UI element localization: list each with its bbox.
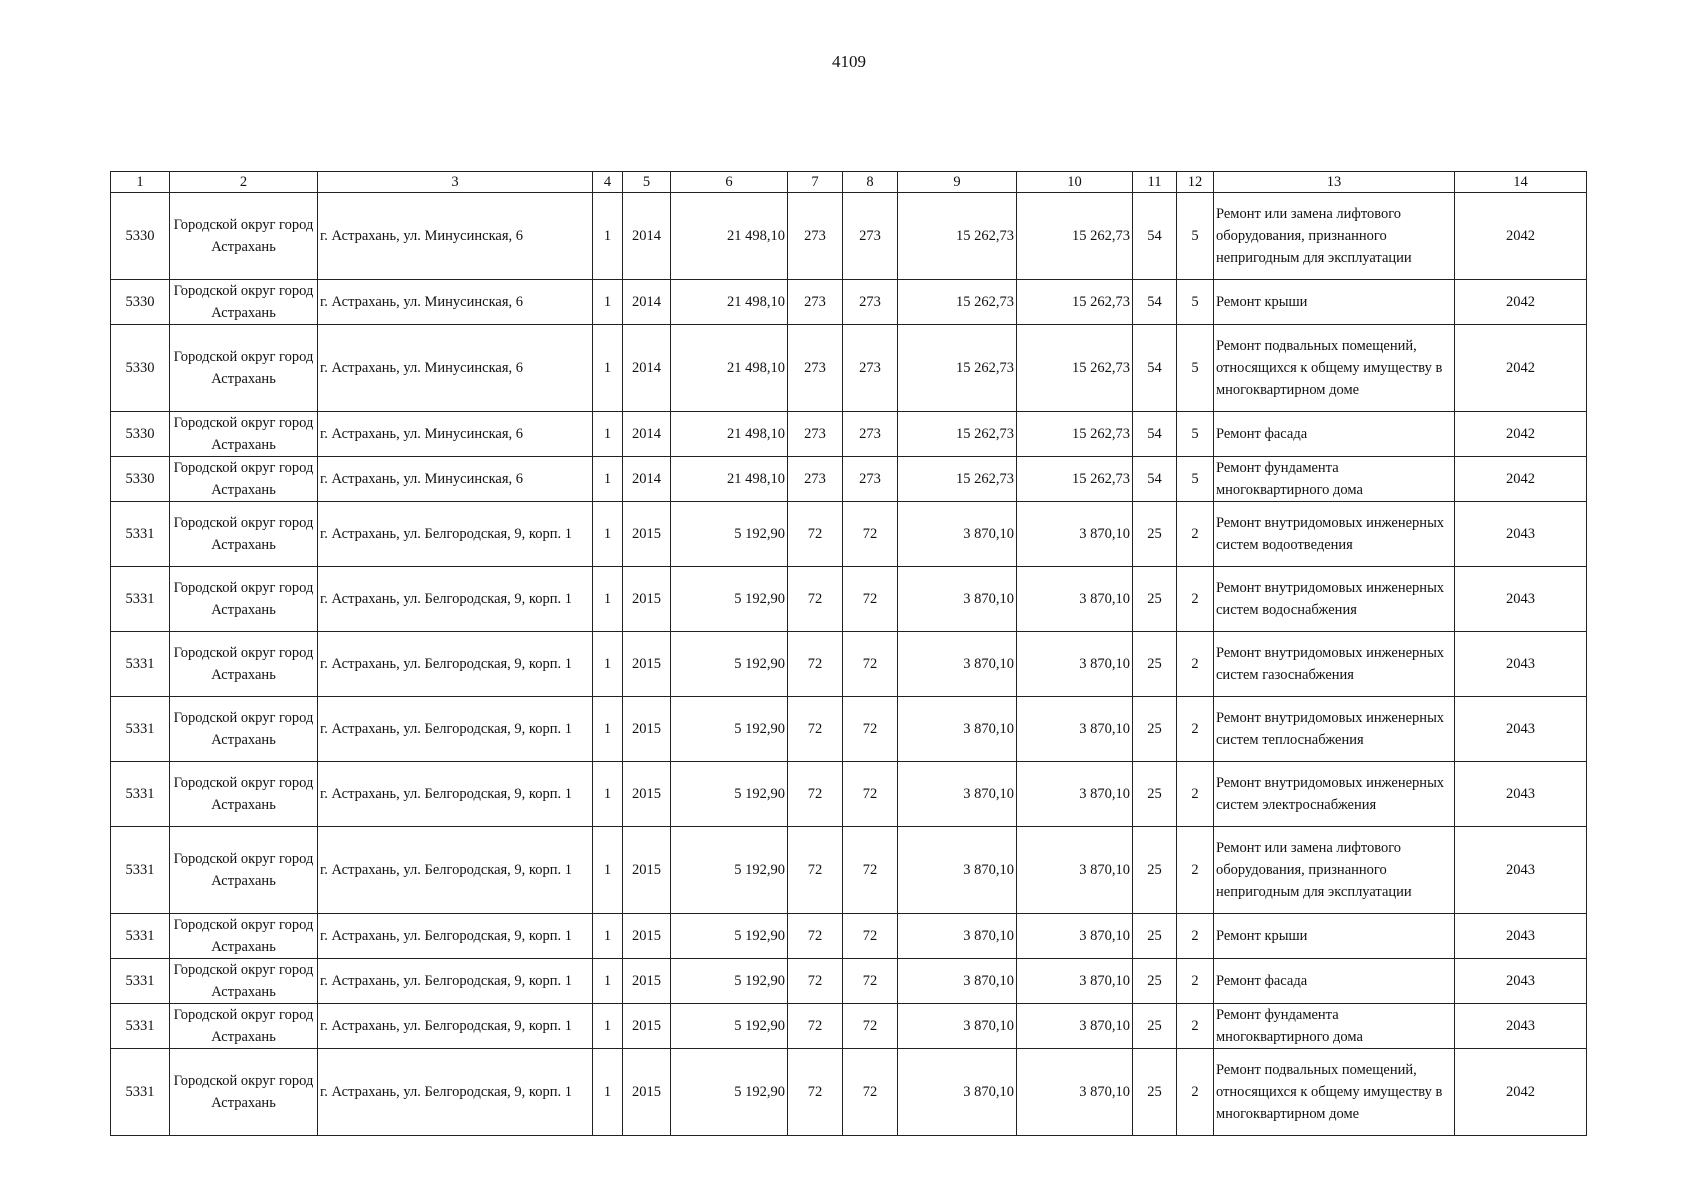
residential-area-cell: 3 870,10 bbox=[1017, 827, 1133, 914]
floors-cell: 2 bbox=[1177, 762, 1214, 827]
count-cell: 1 bbox=[593, 502, 623, 567]
year-cell: 2015 bbox=[623, 762, 671, 827]
residents-registered-cell: 72 bbox=[843, 827, 898, 914]
address-cell: г. Астрахань, ул. Минусинская, 6 bbox=[318, 280, 593, 325]
object-id-cell: 5331 bbox=[111, 697, 170, 762]
work-type-cell: Ремонт внутридомовых инженерных систем газоснабжения bbox=[1214, 632, 1455, 697]
year-cell: 2015 bbox=[623, 1004, 671, 1049]
municipality-cell: Городской округ город Астрахань bbox=[170, 959, 318, 1004]
floors-cell: 2 bbox=[1177, 697, 1214, 762]
object-id-cell: 5331 bbox=[111, 632, 170, 697]
count-cell: 1 bbox=[593, 632, 623, 697]
planned-year-cell: 2043 bbox=[1455, 632, 1587, 697]
residents-registered-cell: 72 bbox=[843, 697, 898, 762]
table-row bbox=[111, 1049, 1587, 1136]
residential-area-cell: 3 870,10 bbox=[1017, 914, 1133, 959]
residential-area-cell: 15 262,73 bbox=[1017, 325, 1133, 412]
premises-area-cell: 3 870,10 bbox=[898, 697, 1017, 762]
total-area-cell: 21 498,10 bbox=[671, 280, 788, 325]
municipality-cell: Городской округ город Астрахань bbox=[170, 502, 318, 567]
residents-cell: 72 bbox=[788, 914, 843, 959]
total-area-cell: 5 192,90 bbox=[671, 762, 788, 827]
column-header: 5 bbox=[623, 172, 671, 193]
planned-year-cell: 2043 bbox=[1455, 959, 1587, 1004]
apartments-cell: 54 bbox=[1133, 193, 1177, 280]
count-cell: 1 bbox=[593, 325, 623, 412]
residents-cell: 72 bbox=[788, 567, 843, 632]
address-cell: г. Астрахань, ул. Белгородская, 9, корп. 1 bbox=[318, 567, 593, 632]
premises-area-cell: 3 870,10 bbox=[898, 632, 1017, 697]
year-cell: 2015 bbox=[623, 959, 671, 1004]
residents-registered-cell: 72 bbox=[843, 762, 898, 827]
residents-cell: 72 bbox=[788, 697, 843, 762]
work-type-cell: Ремонт подвальных помещений, относящихся к общему имуществу в многоквартирном доме bbox=[1214, 325, 1455, 412]
residential-area-cell: 3 870,10 bbox=[1017, 632, 1133, 697]
column-header: 9 bbox=[898, 172, 1017, 193]
residents-cell: 72 bbox=[788, 762, 843, 827]
residents-registered-cell: 72 bbox=[843, 1049, 898, 1136]
planned-year-cell: 2043 bbox=[1455, 1004, 1587, 1049]
table-row bbox=[111, 1004, 1587, 1049]
total-area-cell: 5 192,90 bbox=[671, 959, 788, 1004]
year-cell: 2015 bbox=[623, 914, 671, 959]
residents-registered-cell: 72 bbox=[843, 959, 898, 1004]
page-number: 4109 bbox=[832, 52, 866, 71]
total-area-cell: 5 192,90 bbox=[671, 632, 788, 697]
planned-year-cell: 2043 bbox=[1455, 762, 1587, 827]
work-type-cell: Ремонт подвальных помещений, относящихся к общему имуществу в многоквартирном доме bbox=[1214, 1049, 1455, 1136]
object-id-cell: 5331 bbox=[111, 959, 170, 1004]
total-area-cell: 5 192,90 bbox=[671, 697, 788, 762]
floors-cell: 5 bbox=[1177, 280, 1214, 325]
address-cell: г. Астрахань, ул. Белгородская, 9, корп. 1 bbox=[318, 762, 593, 827]
premises-area-cell: 15 262,73 bbox=[898, 412, 1017, 457]
planned-year-cell: 2042 bbox=[1455, 280, 1587, 325]
object-id-cell: 5330 bbox=[111, 412, 170, 457]
municipality-cell: Городской округ город Астрахань bbox=[170, 280, 318, 325]
residents-cell: 72 bbox=[788, 632, 843, 697]
planned-year-cell: 2043 bbox=[1455, 914, 1587, 959]
apartments-cell: 25 bbox=[1133, 914, 1177, 959]
premises-area-cell: 3 870,10 bbox=[898, 762, 1017, 827]
year-cell: 2014 bbox=[623, 412, 671, 457]
year-cell: 2015 bbox=[623, 827, 671, 914]
year-cell: 2014 bbox=[623, 457, 671, 502]
column-header: 10 bbox=[1017, 172, 1133, 193]
work-type-cell: Ремонт внутридомовых инженерных систем водоотведения bbox=[1214, 502, 1455, 567]
residents-registered-cell: 273 bbox=[843, 457, 898, 502]
premises-area-cell: 3 870,10 bbox=[898, 1004, 1017, 1049]
planned-year-cell: 2042 bbox=[1455, 1049, 1587, 1136]
planned-year-cell: 2043 bbox=[1455, 502, 1587, 567]
table-row bbox=[111, 959, 1587, 1004]
capital-repair-table bbox=[110, 171, 1587, 1136]
planned-year-cell: 2043 bbox=[1455, 567, 1587, 632]
floors-cell: 2 bbox=[1177, 1004, 1214, 1049]
year-cell: 2014 bbox=[623, 280, 671, 325]
municipality-cell: Городской округ город Астрахань bbox=[170, 412, 318, 457]
floors-cell: 2 bbox=[1177, 959, 1214, 1004]
count-cell: 1 bbox=[593, 457, 623, 502]
column-header: 12 bbox=[1177, 172, 1214, 193]
premises-area-cell: 3 870,10 bbox=[898, 567, 1017, 632]
apartments-cell: 54 bbox=[1133, 412, 1177, 457]
address-cell: г. Астрахань, ул. Белгородская, 9, корп. 1 bbox=[318, 632, 593, 697]
column-header: 7 bbox=[788, 172, 843, 193]
premises-area-cell: 3 870,10 bbox=[898, 914, 1017, 959]
address-cell: г. Астрахань, ул. Минусинская, 6 bbox=[318, 412, 593, 457]
floors-cell: 2 bbox=[1177, 1049, 1214, 1136]
count-cell: 1 bbox=[593, 697, 623, 762]
residents-cell: 273 bbox=[788, 193, 843, 280]
planned-year-cell: 2043 bbox=[1455, 697, 1587, 762]
residential-area-cell: 3 870,10 bbox=[1017, 762, 1133, 827]
table-row bbox=[111, 325, 1587, 412]
address-cell: г. Астрахань, ул. Белгородская, 9, корп. 1 bbox=[318, 1049, 593, 1136]
year-cell: 2015 bbox=[623, 567, 671, 632]
planned-year-cell: 2042 bbox=[1455, 193, 1587, 280]
floors-cell: 5 bbox=[1177, 412, 1214, 457]
column-header: 1 bbox=[111, 172, 170, 193]
apartments-cell: 25 bbox=[1133, 502, 1177, 567]
residents-cell: 72 bbox=[788, 959, 843, 1004]
premises-area-cell: 3 870,10 bbox=[898, 502, 1017, 567]
object-id-cell: 5331 bbox=[111, 1049, 170, 1136]
object-id-cell: 5330 bbox=[111, 280, 170, 325]
residential-area-cell: 15 262,73 bbox=[1017, 280, 1133, 325]
municipality-cell: Городской округ город Астрахань bbox=[170, 762, 318, 827]
count-cell: 1 bbox=[593, 280, 623, 325]
floors-cell: 2 bbox=[1177, 914, 1214, 959]
apartments-cell: 25 bbox=[1133, 567, 1177, 632]
planned-year-cell: 2042 bbox=[1455, 325, 1587, 412]
residential-area-cell: 3 870,10 bbox=[1017, 502, 1133, 567]
work-type-cell: Ремонт фасада bbox=[1214, 412, 1455, 457]
column-header: 14 bbox=[1455, 172, 1587, 193]
municipality-cell: Городской округ город Астрахань bbox=[170, 1049, 318, 1136]
address-cell: г. Астрахань, ул. Минусинская, 6 bbox=[318, 193, 593, 280]
floors-cell: 2 bbox=[1177, 827, 1214, 914]
table-row bbox=[111, 193, 1587, 280]
address-cell: г. Астрахань, ул. Белгородская, 9, корп. 1 bbox=[318, 914, 593, 959]
address-cell: г. Астрахань, ул. Белгородская, 9, корп. 1 bbox=[318, 827, 593, 914]
residential-area-cell: 15 262,73 bbox=[1017, 193, 1133, 280]
object-id-cell: 5330 bbox=[111, 325, 170, 412]
residential-area-cell: 15 262,73 bbox=[1017, 457, 1133, 502]
count-cell: 1 bbox=[593, 959, 623, 1004]
planned-year-cell: 2043 bbox=[1455, 827, 1587, 914]
residential-area-cell: 3 870,10 bbox=[1017, 1049, 1133, 1136]
total-area-cell: 21 498,10 bbox=[671, 457, 788, 502]
residents-registered-cell: 273 bbox=[843, 280, 898, 325]
table-row bbox=[111, 632, 1587, 697]
address-cell: г. Астрахань, ул. Белгородская, 9, корп. 1 bbox=[318, 697, 593, 762]
year-cell: 2014 bbox=[623, 325, 671, 412]
residential-area-cell: 3 870,10 bbox=[1017, 697, 1133, 762]
total-area-cell: 5 192,90 bbox=[671, 1049, 788, 1136]
premises-area-cell: 15 262,73 bbox=[898, 193, 1017, 280]
object-id-cell: 5331 bbox=[111, 502, 170, 567]
apartments-cell: 25 bbox=[1133, 827, 1177, 914]
total-area-cell: 21 498,10 bbox=[671, 412, 788, 457]
work-type-cell: Ремонт крыши bbox=[1214, 914, 1455, 959]
object-id-cell: 5331 bbox=[111, 827, 170, 914]
residents-registered-cell: 72 bbox=[843, 502, 898, 567]
work-type-cell: Ремонт фундамента многоквартирного дома bbox=[1214, 1004, 1455, 1049]
year-cell: 2015 bbox=[623, 632, 671, 697]
total-area-cell: 5 192,90 bbox=[671, 567, 788, 632]
column-header: 3 bbox=[318, 172, 593, 193]
residents-registered-cell: 72 bbox=[843, 1004, 898, 1049]
floors-cell: 5 bbox=[1177, 457, 1214, 502]
residential-area-cell: 15 262,73 bbox=[1017, 412, 1133, 457]
planned-year-cell: 2042 bbox=[1455, 457, 1587, 502]
residential-area-cell: 3 870,10 bbox=[1017, 959, 1133, 1004]
work-type-cell: Ремонт или замена лифтового оборудования, признанного непригодным для эксплуатации bbox=[1214, 827, 1455, 914]
floors-cell: 2 bbox=[1177, 632, 1214, 697]
total-area-cell: 5 192,90 bbox=[671, 914, 788, 959]
apartments-cell: 54 bbox=[1133, 325, 1177, 412]
residents-cell: 72 bbox=[788, 502, 843, 567]
total-area-cell: 21 498,10 bbox=[671, 193, 788, 280]
municipality-cell: Городской округ город Астрахань bbox=[170, 827, 318, 914]
municipality-cell: Городской округ город Астрахань bbox=[170, 1004, 318, 1049]
count-cell: 1 bbox=[593, 914, 623, 959]
total-area-cell: 5 192,90 bbox=[671, 502, 788, 567]
planned-year-cell: 2042 bbox=[1455, 412, 1587, 457]
residents-cell: 72 bbox=[788, 1004, 843, 1049]
residential-area-cell: 3 870,10 bbox=[1017, 567, 1133, 632]
year-cell: 2015 bbox=[623, 502, 671, 567]
residents-cell: 273 bbox=[788, 412, 843, 457]
table-row bbox=[111, 697, 1587, 762]
header-row bbox=[111, 172, 1587, 193]
table-row bbox=[111, 412, 1587, 457]
apartments-cell: 25 bbox=[1133, 762, 1177, 827]
work-type-cell: Ремонт крыши bbox=[1214, 280, 1455, 325]
work-type-cell: Ремонт фасада bbox=[1214, 959, 1455, 1004]
municipality-cell: Городской округ город Астрахань bbox=[170, 697, 318, 762]
column-header: 6 bbox=[671, 172, 788, 193]
table-row bbox=[111, 567, 1587, 632]
premises-area-cell: 15 262,73 bbox=[898, 325, 1017, 412]
apartments-cell: 25 bbox=[1133, 697, 1177, 762]
column-header: 4 bbox=[593, 172, 623, 193]
object-id-cell: 5331 bbox=[111, 914, 170, 959]
premises-area-cell: 3 870,10 bbox=[898, 827, 1017, 914]
address-cell: г. Астрахань, ул. Минусинская, 6 bbox=[318, 457, 593, 502]
count-cell: 1 bbox=[593, 412, 623, 457]
premises-area-cell: 15 262,73 bbox=[898, 457, 1017, 502]
residents-cell: 273 bbox=[788, 280, 843, 325]
municipality-cell: Городской округ город Астрахань bbox=[170, 457, 318, 502]
work-type-cell: Ремонт внутридомовых инженерных систем водоснабжения bbox=[1214, 567, 1455, 632]
municipality-cell: Городской округ город Астрахань bbox=[170, 567, 318, 632]
table-row bbox=[111, 457, 1587, 502]
address-cell: г. Астрахань, ул. Белгородская, 9, корп. 1 bbox=[318, 1004, 593, 1049]
work-type-cell: Ремонт внутридомовых инженерных систем электроснабжения bbox=[1214, 762, 1455, 827]
premises-area-cell: 3 870,10 bbox=[898, 1049, 1017, 1136]
count-cell: 1 bbox=[593, 762, 623, 827]
object-id-cell: 5331 bbox=[111, 1004, 170, 1049]
floors-cell: 2 bbox=[1177, 502, 1214, 567]
residents-cell: 72 bbox=[788, 827, 843, 914]
table-row bbox=[111, 762, 1587, 827]
count-cell: 1 bbox=[593, 1004, 623, 1049]
residents-registered-cell: 273 bbox=[843, 412, 898, 457]
table-row bbox=[111, 827, 1587, 914]
residential-area-cell: 3 870,10 bbox=[1017, 1004, 1133, 1049]
premises-area-cell: 3 870,10 bbox=[898, 959, 1017, 1004]
column-header: 2 bbox=[170, 172, 318, 193]
address-cell: г. Астрахань, ул. Минусинская, 6 bbox=[318, 325, 593, 412]
total-area-cell: 5 192,90 bbox=[671, 1004, 788, 1049]
table-row bbox=[111, 914, 1587, 959]
table-row bbox=[111, 502, 1587, 567]
object-id-cell: 5330 bbox=[111, 193, 170, 280]
address-cell: г. Астрахань, ул. Белгородская, 9, корп. 1 bbox=[318, 959, 593, 1004]
residents-cell: 72 bbox=[788, 1049, 843, 1136]
count-cell: 1 bbox=[593, 567, 623, 632]
year-cell: 2014 bbox=[623, 193, 671, 280]
apartments-cell: 25 bbox=[1133, 1049, 1177, 1136]
apartments-cell: 25 bbox=[1133, 1004, 1177, 1049]
residents-registered-cell: 273 bbox=[843, 325, 898, 412]
apartments-cell: 54 bbox=[1133, 457, 1177, 502]
premises-area-cell: 15 262,73 bbox=[898, 280, 1017, 325]
work-type-cell: Ремонт или замена лифтового оборудования, признанного непригодным для эксплуатации bbox=[1214, 193, 1455, 280]
address-cell: г. Астрахань, ул. Белгородская, 9, корп. 1 bbox=[318, 502, 593, 567]
apartments-cell: 25 bbox=[1133, 632, 1177, 697]
object-id-cell: 5331 bbox=[111, 567, 170, 632]
year-cell: 2015 bbox=[623, 1049, 671, 1136]
column-header: 8 bbox=[843, 172, 898, 193]
floors-cell: 5 bbox=[1177, 325, 1214, 412]
municipality-cell: Городской округ город Астрахань bbox=[170, 193, 318, 280]
column-header: 13 bbox=[1214, 172, 1455, 193]
residents-cell: 273 bbox=[788, 325, 843, 412]
apartments-cell: 25 bbox=[1133, 959, 1177, 1004]
count-cell: 1 bbox=[593, 193, 623, 280]
apartments-cell: 54 bbox=[1133, 280, 1177, 325]
residents-registered-cell: 72 bbox=[843, 567, 898, 632]
municipality-cell: Городской округ город Астрахань bbox=[170, 325, 318, 412]
residents-cell: 273 bbox=[788, 457, 843, 502]
residents-registered-cell: 72 bbox=[843, 914, 898, 959]
floors-cell: 5 bbox=[1177, 193, 1214, 280]
floors-cell: 2 bbox=[1177, 567, 1214, 632]
count-cell: 1 bbox=[593, 1049, 623, 1136]
municipality-cell: Городской округ город Астрахань bbox=[170, 632, 318, 697]
work-type-cell: Ремонт фундамента многоквартирного дома bbox=[1214, 457, 1455, 502]
table-row bbox=[111, 280, 1587, 325]
total-area-cell: 21 498,10 bbox=[671, 325, 788, 412]
count-cell: 1 bbox=[593, 827, 623, 914]
total-area-cell: 5 192,90 bbox=[671, 827, 788, 914]
work-type-cell: Ремонт внутридомовых инженерных систем теплоснабжения bbox=[1214, 697, 1455, 762]
residents-registered-cell: 273 bbox=[843, 193, 898, 280]
residents-registered-cell: 72 bbox=[843, 632, 898, 697]
municipality-cell: Городской округ город Астрахань bbox=[170, 914, 318, 959]
object-id-cell: 5330 bbox=[111, 457, 170, 502]
object-id-cell: 5331 bbox=[111, 762, 170, 827]
year-cell: 2015 bbox=[623, 697, 671, 762]
column-header: 11 bbox=[1133, 172, 1177, 193]
